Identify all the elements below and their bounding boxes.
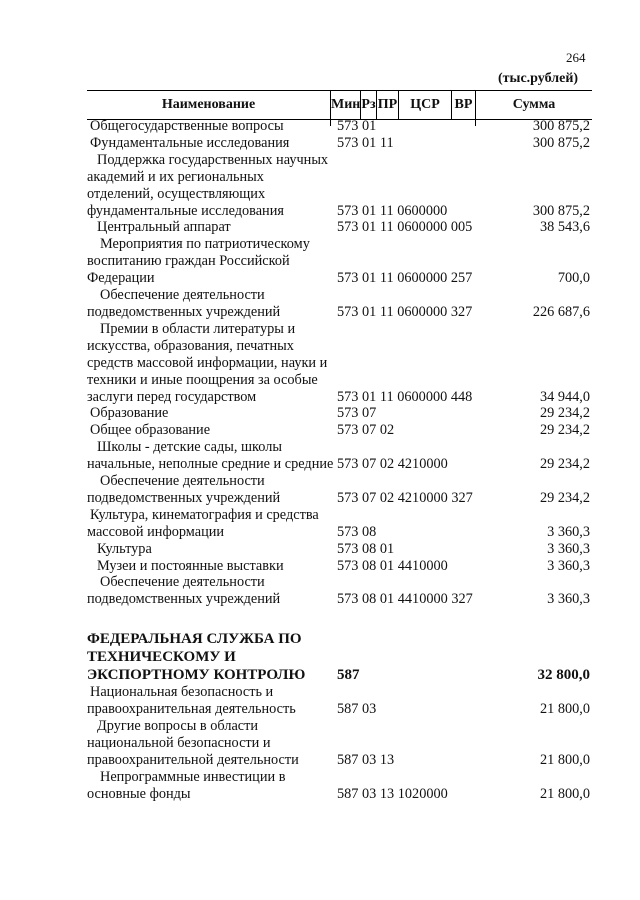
- row-codes: 573 01 11 0600000: [337, 202, 448, 219]
- units-label: (тыс.рублей): [498, 71, 579, 86]
- header-vr: ВР: [451, 91, 475, 119]
- row-name: Общегосударственные вопросы: [90, 118, 284, 134]
- row-codes: 573 01 11: [337, 134, 394, 151]
- row-name: Поддержка государственных научных академий и их региональных отделений, осуществляющих фундаментальные исследования: [87, 151, 329, 219]
- row-codes: 573 07 02 4210000: [337, 456, 448, 473]
- row-sum: 3 360,3: [547, 557, 590, 574]
- row-codes: 573 01 11 0600000 327: [337, 303, 473, 320]
- row-codes: 573 01: [337, 118, 377, 134]
- row-name: Другие вопросы в области национальной безопасности и правоохранительной деятельности: [87, 718, 299, 768]
- table-row: [0, 405, 640, 422]
- header-min: Мин: [330, 91, 360, 119]
- header-name: Наименование: [161, 97, 256, 112]
- table-row: [0, 219, 640, 236]
- row-name: Национальная безопасность и правоохранительная деятельность: [87, 684, 296, 718]
- row-sum: 3 360,3: [547, 591, 590, 608]
- row-sum: 300 875,2: [532, 118, 590, 134]
- table-row: [0, 236, 640, 287]
- table-row: [0, 287, 640, 321]
- row-sum: 3 360,3: [547, 523, 590, 540]
- row-sum: 21 800,0: [539, 785, 590, 802]
- section-sum: 32 800,0: [537, 667, 590, 684]
- header-csr: ЦСР: [398, 91, 451, 119]
- row-name: Обеспечение деятельности подведомственных учреждений: [87, 287, 281, 320]
- table-row: [0, 541, 640, 558]
- row-codes: 587 03 13 1020000: [337, 785, 448, 802]
- row-sum: 21 800,0: [539, 701, 590, 718]
- row-sum: 29 234,2: [539, 489, 590, 506]
- row-codes: 573 07 02: [337, 422, 395, 439]
- table-row: [0, 718, 640, 769]
- row-codes: 587 03: [337, 701, 377, 718]
- row-name: Культура, кинематография и средства массовой информации: [87, 506, 319, 540]
- header-pr: ПР: [376, 91, 398, 119]
- page-number: 264: [566, 50, 586, 65]
- row-codes: 573 08 01: [337, 540, 395, 557]
- row-codes: 573 08: [337, 523, 377, 540]
- header-rz: Рз: [360, 91, 376, 119]
- table-row: [0, 422, 640, 439]
- table-row: [0, 321, 640, 406]
- row-name: Образование: [90, 405, 169, 422]
- row-name: Музеи и постоянные выставки: [97, 557, 284, 574]
- row-name: Мероприятия по патриотическому воспитанию граждан Российской Федерации: [87, 236, 310, 287]
- row-name: Общее образование: [90, 422, 211, 439]
- row-sum: 38 543,6: [539, 219, 590, 236]
- table-row: [0, 473, 640, 507]
- row-sum: 29 234,2: [539, 405, 590, 422]
- row-codes: 573 01 11 0600000 005: [337, 219, 473, 236]
- table-row: [0, 152, 640, 220]
- table-row: [0, 135, 640, 152]
- table-row: [0, 558, 640, 575]
- row-sum: 34 944,0: [539, 388, 590, 405]
- section-gap: [0, 608, 640, 630]
- budget-table-body: [0, 118, 640, 803]
- section-name: ФЕДЕРАЛЬНАЯ СЛУЖБА ПО ТЕХНИЧЕСКОМУ И ЭКСПОРТНОМУ КОНТРОЛЮ: [87, 631, 306, 684]
- row-codes: 573 07: [337, 405, 377, 422]
- row-name: Центральный аппарат: [97, 219, 231, 236]
- row-sum: 300 875,2: [532, 202, 590, 219]
- row-name: Культура: [97, 540, 152, 557]
- table-row: [0, 769, 640, 803]
- row-codes: 573 01 11 0600000 448: [337, 388, 473, 405]
- table-header: [87, 90, 592, 120]
- header-sum: Сумма: [475, 91, 592, 119]
- row-sum: 3 360,3: [547, 540, 590, 557]
- row-sum: 700,0: [557, 270, 590, 287]
- row-codes: 573 08 01 4410000 327: [337, 591, 473, 608]
- row-codes: 573 07 02 4210000 327: [337, 489, 473, 506]
- row-sum: 226 687,6: [532, 303, 590, 320]
- row-codes: 587 03 13: [337, 751, 395, 768]
- row-codes: 573 08 01 4410000: [337, 557, 448, 574]
- table-row: [0, 118, 640, 135]
- section-codes: 587: [337, 667, 360, 684]
- row-name: Фундаментальные исследования: [90, 134, 290, 151]
- table-row: [0, 439, 640, 473]
- table-row-section: [0, 630, 640, 684]
- row-name: Обеспечение деятельности подведомственных учреждений: [87, 473, 281, 506]
- row-sum: 300 875,2: [532, 134, 590, 151]
- table-row: [0, 684, 640, 718]
- row-name: Обеспечение деятельности подведомственных учреждений: [87, 574, 281, 608]
- row-name: Премии в области литературы и искусства, образования, печатных средств массовой информации, науки и техники и иные поощрения за особые заслуги перед государством: [87, 320, 328, 405]
- row-sum: 29 234,2: [539, 456, 590, 473]
- row-name: Школы - детские сады, школы начальные, неполные средние и средние: [87, 439, 334, 473]
- table-row: [0, 574, 640, 608]
- table-row: [0, 507, 640, 541]
- row-sum: 29 234,2: [539, 422, 590, 439]
- row-codes: 573 01 11 0600000 257: [337, 270, 473, 287]
- row-name: Непрограммные инвестиции в основные фонды: [87, 768, 286, 802]
- row-sum: 21 800,0: [539, 751, 590, 768]
